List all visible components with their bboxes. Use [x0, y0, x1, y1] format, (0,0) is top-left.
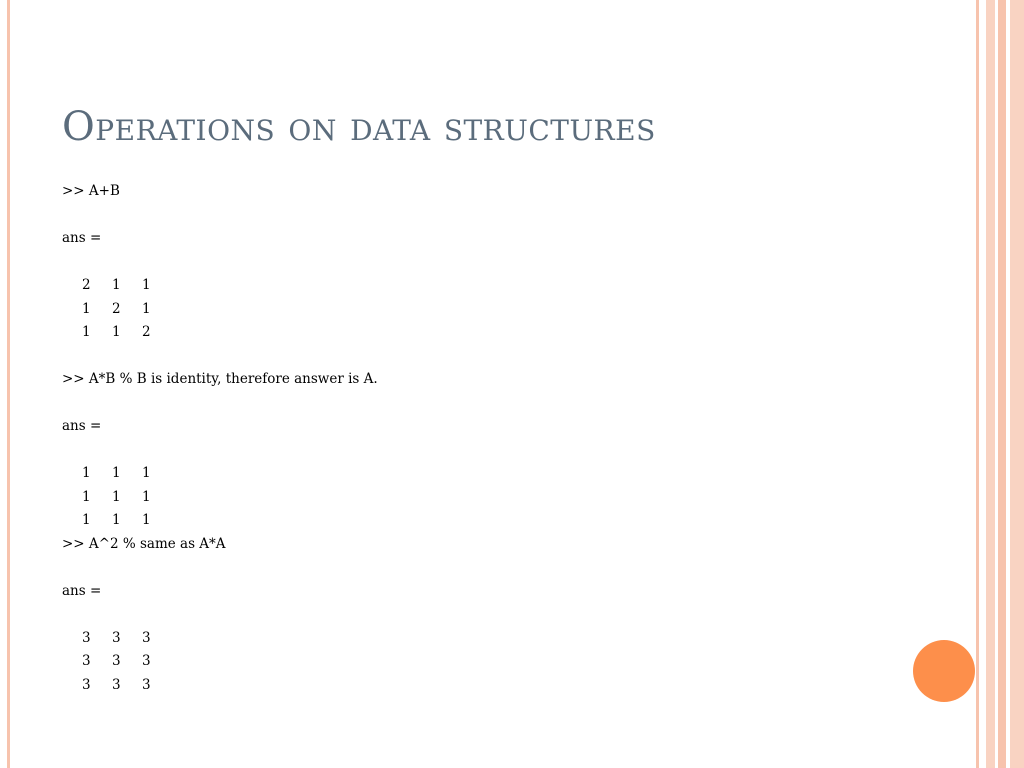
matrix-cell: 3: [112, 629, 121, 646]
matrix-cell: 3: [142, 653, 151, 669]
matrix-cell: 3: [112, 676, 121, 693]
blank-line: [62, 251, 882, 275]
ans-label: ans =: [62, 230, 102, 246]
decorative-circle: [913, 640, 975, 702]
matrix-cell: 2: [112, 300, 121, 317]
blank-line: [62, 392, 882, 416]
left-decorative-stripe: [7, 0, 10, 768]
matrix-row: [62, 462, 882, 486]
command-line: >> A^2 % same as A*A: [62, 535, 226, 552]
matrix-cell: 1: [112, 465, 121, 481]
matrix-cell: 1: [142, 277, 151, 293]
blank-line: [62, 556, 882, 580]
matrix-row: [62, 509, 882, 533]
matrix-cell: 1: [82, 488, 91, 505]
command-line: >> A*B % B is identity, therefore answer is A.: [62, 371, 378, 387]
matrix-cell: 3: [142, 676, 151, 693]
matrix-cell: 1: [142, 465, 151, 481]
matrix-cell: 3: [82, 629, 91, 646]
matrix-cell: 1: [82, 300, 91, 317]
matrix-cell: 1: [142, 300, 151, 317]
ans-label: ans =: [62, 418, 102, 434]
matrix-cell: 3: [82, 653, 91, 669]
matrix-cell: 1: [142, 488, 151, 505]
blank-line: [62, 345, 882, 369]
matrix-row: [62, 627, 882, 651]
matrix-row: [62, 321, 882, 345]
blank-line: [62, 603, 882, 627]
matrix-row: [62, 486, 882, 510]
blank-line: [62, 204, 882, 228]
matrix-cell: 1: [112, 277, 121, 293]
code-output: [62, 180, 882, 697]
matrix-cell: 1: [82, 512, 91, 528]
matrix-row: [62, 274, 882, 298]
matrix-cell: 2: [82, 277, 91, 293]
blank-line: [62, 439, 882, 463]
right-decorative-stripes: [976, 0, 1024, 768]
slide-title: Operations on data structures: [62, 104, 656, 150]
matrix-cell: 1: [112, 512, 121, 528]
command-line: >> A+B: [62, 183, 120, 199]
matrix-cell: 1: [82, 465, 91, 481]
matrix-cell: 2: [142, 324, 151, 340]
matrix-cell: 1: [112, 488, 121, 505]
matrix-cell: 1: [82, 324, 91, 340]
matrix-cell: 1: [112, 324, 121, 340]
ans-label: ans =: [62, 582, 102, 599]
matrix-cell: 3: [112, 653, 121, 669]
matrix-cell: 3: [82, 676, 91, 693]
matrix-row: [62, 674, 882, 698]
matrix-row: [62, 298, 882, 322]
matrix-cell: 1: [142, 512, 151, 528]
matrix-row: [62, 650, 882, 674]
matrix-cell: 3: [142, 629, 151, 646]
